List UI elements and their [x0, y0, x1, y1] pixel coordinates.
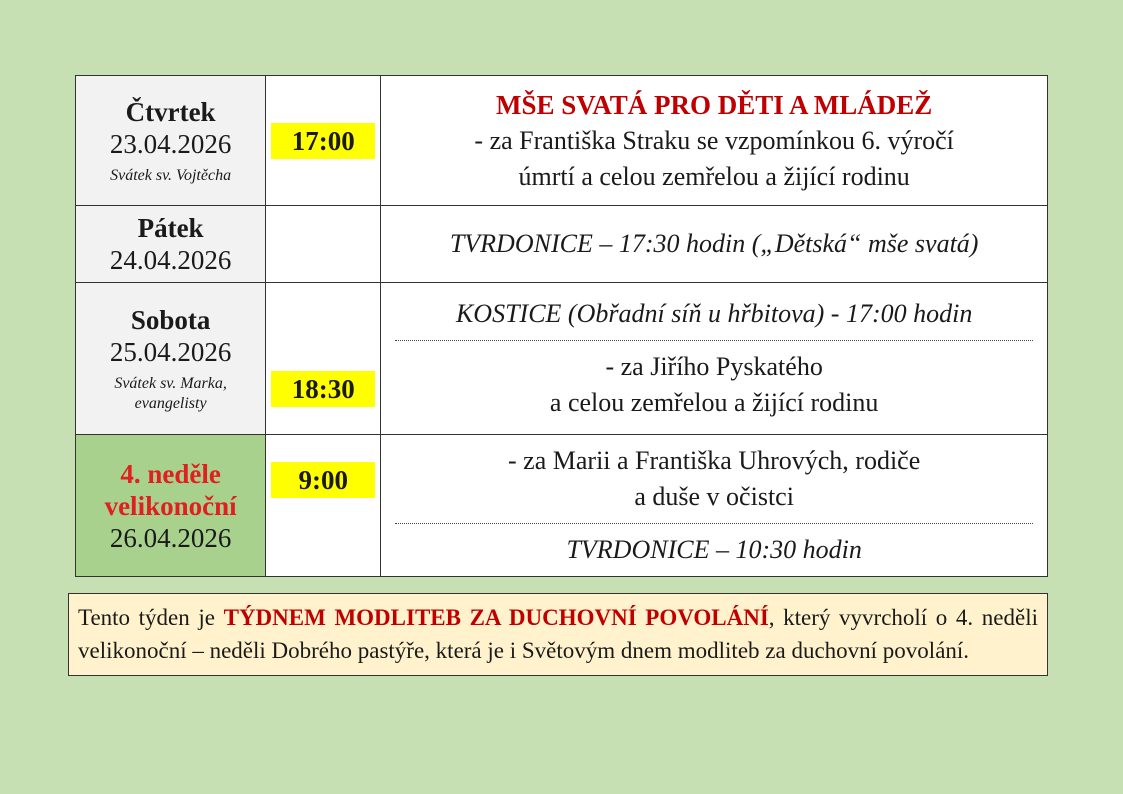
- day-name: 4. neděle: [120, 458, 221, 489]
- feast-line: evangelisty: [134, 394, 207, 412]
- mass-place: KOSTICE (Obřadní síň u hřbitova) - 17:00 hodin: [455, 299, 973, 328]
- day-date: 26.04.2026: [109, 522, 232, 553]
- dotted-separator: [395, 340, 1033, 341]
- intention-line: - za Marii a Františka Uhrových, rodiče: [508, 446, 921, 475]
- day-cell: [76, 435, 266, 577]
- intention-line: a duše v očistci: [634, 482, 794, 511]
- intention-line: - za Jiřího Pyskatého: [605, 352, 823, 381]
- day-cell: [76, 206, 266, 283]
- description-cell: [381, 435, 1048, 577]
- feast-line: Svátek sv. Marka,: [114, 374, 227, 392]
- intention-line: - za Františka Straku se vzpomínkou 6. výročí: [474, 125, 954, 155]
- description-cell: [381, 76, 1048, 206]
- mass-place: TVRDONICE – 10:30 hodin: [566, 535, 862, 564]
- day-name: Pátek: [137, 213, 204, 243]
- mass-time: 17:00: [271, 123, 375, 159]
- mass-time: 9:00: [271, 462, 375, 498]
- announcement-highlight: TÝDNEM MODLITEB ZA DUCHOVNÍ POVOLÁNÍ: [223, 605, 769, 630]
- day-name: Čtvrtek: [125, 96, 216, 127]
- dotted-separator: [395, 523, 1033, 524]
- mass-title: MŠE SVATÁ PRO DĚTI A MLÁDEŽ: [495, 89, 933, 120]
- time-cell: [266, 283, 381, 435]
- description-cell: [381, 283, 1048, 435]
- schedule-row-friday: [76, 206, 1048, 283]
- intention-line: a celou zemřelou a žijící rodinu: [549, 388, 879, 417]
- day-date: 25.04.2026: [109, 336, 232, 367]
- announcement-text: Tento týden je: [78, 605, 224, 630]
- description-cell: [381, 206, 1048, 283]
- mass-schedule-table: [75, 75, 1048, 577]
- schedule-row-sunday: [76, 435, 1048, 577]
- schedule-row-thursday: [76, 76, 1048, 206]
- day-cell: [76, 283, 266, 435]
- day-name: Sobota: [130, 304, 211, 335]
- intention-line: úmrtí a celou zemřelou a žijící rodinu: [518, 161, 910, 191]
- mass-place: TVRDONICE – 17:30 hodin („Dětská“ mše svatá): [449, 229, 979, 258]
- time-cell: [266, 76, 381, 206]
- mass-time: 18:30: [271, 371, 375, 407]
- feast-name: Svátek sv. Vojtěcha: [110, 166, 232, 184]
- announcement-box: [68, 593, 1048, 676]
- day-date: 23.04.2026: [109, 128, 232, 159]
- schedule-row-saturday: [76, 283, 1048, 435]
- feast-name: [76, 374, 265, 414]
- announcement-text: , který vyvrcholí o 4. neděli velikonoční – neděli Dobrého pastýře, která je i Světovým dnem modliteb za duchovní povolání.: [78, 605, 1038, 663]
- time-cell: [266, 435, 381, 577]
- day-cell: [76, 76, 266, 206]
- day-date: 24.04.2026: [109, 245, 232, 275]
- time-cell: [266, 206, 381, 283]
- day-name: velikonoční: [104, 490, 237, 521]
